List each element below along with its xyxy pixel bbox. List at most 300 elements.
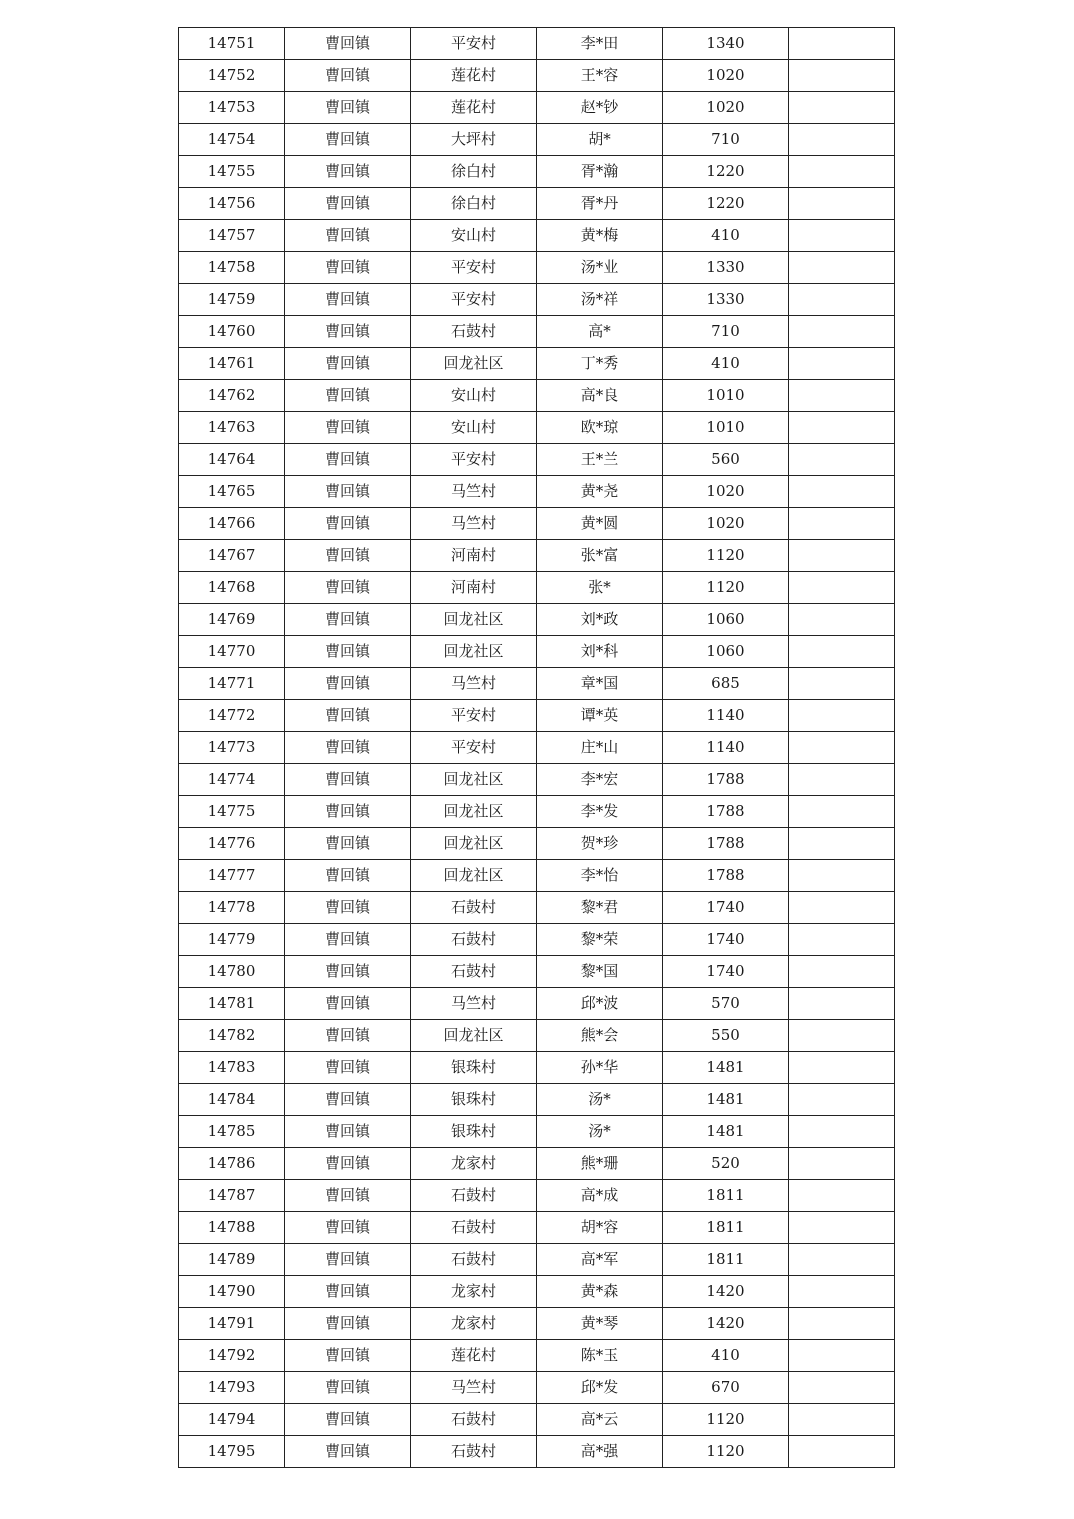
town-cell: 曹回镇 [285,1244,411,1276]
village-cell: 石鼓村 [411,1404,537,1436]
table-row [179,412,895,444]
name-cell: 汤*祥 [537,284,663,316]
note-cell [789,156,895,188]
amount-cell: 1788 [663,796,789,828]
serial-number-cell: 14782 [179,1020,285,1052]
note-cell [789,1020,895,1052]
note-cell [789,668,895,700]
village-cell: 安山村 [411,412,537,444]
note-cell [789,988,895,1020]
name-cell: 高*成 [537,1180,663,1212]
amount-cell: 1220 [663,188,789,220]
village-cell: 石鼓村 [411,892,537,924]
table-row [179,1436,895,1468]
table-row [179,124,895,156]
table-row [179,604,895,636]
town-cell: 曹回镇 [285,1308,411,1340]
village-cell: 莲花村 [411,1340,537,1372]
amount-cell: 1740 [663,956,789,988]
note-cell [789,732,895,764]
amount-cell: 1120 [663,572,789,604]
serial-number-cell: 14759 [179,284,285,316]
village-cell: 银珠村 [411,1084,537,1116]
town-cell: 曹回镇 [285,380,411,412]
note-cell [789,1084,895,1116]
table-row [179,1084,895,1116]
village-cell: 龙家村 [411,1276,537,1308]
note-cell [789,1244,895,1276]
serial-number-cell: 14752 [179,60,285,92]
note-cell [789,924,895,956]
name-cell: 王*容 [537,60,663,92]
village-cell: 马竺村 [411,1372,537,1404]
amount-cell: 1330 [663,252,789,284]
table-row [179,1052,895,1084]
town-cell: 曹回镇 [285,1020,411,1052]
village-cell: 银珠村 [411,1052,537,1084]
town-cell: 曹回镇 [285,956,411,988]
amount-cell: 570 [663,988,789,1020]
serial-number-cell: 14778 [179,892,285,924]
serial-number-cell: 14776 [179,828,285,860]
amount-cell: 1010 [663,380,789,412]
table-row [179,476,895,508]
name-cell: 胥*丹 [537,188,663,220]
serial-number-cell: 14788 [179,1212,285,1244]
table-row [179,1244,895,1276]
town-cell: 曹回镇 [285,1212,411,1244]
amount-cell: 1811 [663,1212,789,1244]
table-row [179,156,895,188]
table-row [179,988,895,1020]
note-cell [789,1436,895,1468]
village-cell: 回龙社区 [411,764,537,796]
town-cell: 曹回镇 [285,412,411,444]
note-cell [789,892,895,924]
serial-number-cell: 14775 [179,796,285,828]
town-cell: 曹回镇 [285,732,411,764]
name-cell: 熊*会 [537,1020,663,1052]
amount-cell: 1020 [663,476,789,508]
serial-number-cell: 14757 [179,220,285,252]
serial-number-cell: 14780 [179,956,285,988]
village-cell: 大坪村 [411,124,537,156]
village-cell: 徐白村 [411,188,537,220]
town-cell: 曹回镇 [285,1436,411,1468]
amount-cell: 1481 [663,1084,789,1116]
village-cell: 石鼓村 [411,1244,537,1276]
amount-cell: 1788 [663,860,789,892]
village-cell: 回龙社区 [411,348,537,380]
roster-table-body [179,28,895,1468]
table-row [179,924,895,956]
name-cell: 孙*华 [537,1052,663,1084]
name-cell: 黄*圆 [537,508,663,540]
note-cell [789,28,895,60]
serial-number-cell: 14756 [179,188,285,220]
serial-number-cell: 14781 [179,988,285,1020]
name-cell: 赵*钞 [537,92,663,124]
note-cell [789,252,895,284]
name-cell: 张* [537,572,663,604]
serial-number-cell: 14792 [179,1340,285,1372]
table-row [179,220,895,252]
town-cell: 曹回镇 [285,892,411,924]
serial-number-cell: 14791 [179,1308,285,1340]
amount-cell: 1020 [663,60,789,92]
amount-cell: 1481 [663,1052,789,1084]
serial-number-cell: 14760 [179,316,285,348]
note-cell [789,380,895,412]
note-cell [789,1308,895,1340]
note-cell [789,700,895,732]
amount-cell: 1811 [663,1180,789,1212]
note-cell [789,1276,895,1308]
town-cell: 曹回镇 [285,92,411,124]
amount-cell: 1220 [663,156,789,188]
name-cell: 陈*玉 [537,1340,663,1372]
table-row [179,1020,895,1052]
note-cell [789,508,895,540]
village-cell: 回龙社区 [411,860,537,892]
table-row [179,1180,895,1212]
name-cell: 胡*容 [537,1212,663,1244]
name-cell: 黄*琴 [537,1308,663,1340]
town-cell: 曹回镇 [285,572,411,604]
town-cell: 曹回镇 [285,1404,411,1436]
town-cell: 曹回镇 [285,476,411,508]
serial-number-cell: 14767 [179,540,285,572]
amount-cell: 1010 [663,412,789,444]
town-cell: 曹回镇 [285,988,411,1020]
name-cell: 李*怡 [537,860,663,892]
name-cell: 黄*尧 [537,476,663,508]
town-cell: 曹回镇 [285,924,411,956]
name-cell: 高* [537,316,663,348]
amount-cell: 710 [663,124,789,156]
table-row [179,60,895,92]
serial-number-cell: 14783 [179,1052,285,1084]
amount-cell: 1330 [663,284,789,316]
serial-number-cell: 14765 [179,476,285,508]
amount-cell: 1788 [663,764,789,796]
name-cell: 欧*琼 [537,412,663,444]
name-cell: 黎*君 [537,892,663,924]
village-cell: 平安村 [411,732,537,764]
table-row [179,572,895,604]
town-cell: 曹回镇 [285,508,411,540]
name-cell: 李*发 [537,796,663,828]
name-cell: 高*强 [537,1436,663,1468]
serial-number-cell: 14761 [179,348,285,380]
town-cell: 曹回镇 [285,252,411,284]
serial-number-cell: 14777 [179,860,285,892]
town-cell: 曹回镇 [285,540,411,572]
town-cell: 曹回镇 [285,220,411,252]
note-cell [789,1180,895,1212]
name-cell: 黎*国 [537,956,663,988]
town-cell: 曹回镇 [285,316,411,348]
name-cell: 黄*森 [537,1276,663,1308]
town-cell: 曹回镇 [285,700,411,732]
serial-number-cell: 14754 [179,124,285,156]
village-cell: 马竺村 [411,476,537,508]
amount-cell: 1740 [663,892,789,924]
village-cell: 回龙社区 [411,636,537,668]
roster-table [178,27,895,1468]
serial-number-cell: 14751 [179,28,285,60]
town-cell: 曹回镇 [285,764,411,796]
table-row [179,860,895,892]
table-row [179,700,895,732]
amount-cell: 410 [663,220,789,252]
note-cell [789,60,895,92]
serial-number-cell: 14773 [179,732,285,764]
amount-cell: 550 [663,1020,789,1052]
village-cell: 安山村 [411,380,537,412]
amount-cell: 1811 [663,1244,789,1276]
table-row [179,380,895,412]
name-cell: 王*兰 [537,444,663,476]
amount-cell: 1420 [663,1276,789,1308]
amount-cell: 1481 [663,1116,789,1148]
table-row [179,1308,895,1340]
amount-cell: 1060 [663,604,789,636]
name-cell: 高*云 [537,1404,663,1436]
amount-cell: 670 [663,1372,789,1404]
village-cell: 马竺村 [411,508,537,540]
table-row [179,828,895,860]
village-cell: 徐白村 [411,156,537,188]
note-cell [789,124,895,156]
village-cell: 石鼓村 [411,924,537,956]
village-cell: 石鼓村 [411,956,537,988]
serial-number-cell: 14789 [179,1244,285,1276]
table-row [179,956,895,988]
table-row [179,1276,895,1308]
note-cell [789,1052,895,1084]
note-cell [789,348,895,380]
village-cell: 河南村 [411,540,537,572]
note-cell [789,92,895,124]
village-cell: 龙家村 [411,1148,537,1180]
note-cell [789,796,895,828]
village-cell: 河南村 [411,572,537,604]
serial-number-cell: 14784 [179,1084,285,1116]
serial-number-cell: 14753 [179,92,285,124]
serial-number-cell: 14787 [179,1180,285,1212]
name-cell: 张*富 [537,540,663,572]
village-cell: 回龙社区 [411,604,537,636]
table-row [179,284,895,316]
serial-number-cell: 14772 [179,700,285,732]
table-row [179,1372,895,1404]
town-cell: 曹回镇 [285,604,411,636]
note-cell [789,444,895,476]
table-row [179,1116,895,1148]
name-cell: 谭*英 [537,700,663,732]
serial-number-cell: 14755 [179,156,285,188]
town-cell: 曹回镇 [285,124,411,156]
name-cell: 胥*瀚 [537,156,663,188]
name-cell: 刘*政 [537,604,663,636]
amount-cell: 1420 [663,1308,789,1340]
amount-cell: 1140 [663,700,789,732]
name-cell: 邱*发 [537,1372,663,1404]
note-cell [789,1372,895,1404]
town-cell: 曹回镇 [285,28,411,60]
table-row [179,892,895,924]
village-cell: 马竺村 [411,988,537,1020]
village-cell: 石鼓村 [411,1180,537,1212]
amount-cell: 1740 [663,924,789,956]
village-cell: 莲花村 [411,60,537,92]
village-cell: 龙家村 [411,1308,537,1340]
serial-number-cell: 14774 [179,764,285,796]
serial-number-cell: 14786 [179,1148,285,1180]
note-cell [789,1404,895,1436]
amount-cell: 1020 [663,508,789,540]
amount-cell: 1020 [663,92,789,124]
note-cell [789,220,895,252]
serial-number-cell: 14764 [179,444,285,476]
serial-number-cell: 14793 [179,1372,285,1404]
note-cell [789,1340,895,1372]
amount-cell: 520 [663,1148,789,1180]
village-cell: 石鼓村 [411,1212,537,1244]
serial-number-cell: 14770 [179,636,285,668]
amount-cell: 410 [663,1340,789,1372]
table-row [179,1212,895,1244]
name-cell: 刘*科 [537,636,663,668]
amount-cell: 1140 [663,732,789,764]
amount-cell: 1120 [663,1404,789,1436]
name-cell: 胡* [537,124,663,156]
name-cell: 熊*珊 [537,1148,663,1180]
table-row [179,348,895,380]
table-row [179,732,895,764]
note-cell [789,412,895,444]
town-cell: 曹回镇 [285,860,411,892]
table-row [179,92,895,124]
serial-number-cell: 14779 [179,924,285,956]
note-cell [789,860,895,892]
village-cell: 石鼓村 [411,1436,537,1468]
town-cell: 曹回镇 [285,1148,411,1180]
table-row [179,1148,895,1180]
amount-cell: 1788 [663,828,789,860]
name-cell: 李*宏 [537,764,663,796]
note-cell [789,540,895,572]
village-cell: 平安村 [411,444,537,476]
town-cell: 曹回镇 [285,796,411,828]
table-row [179,188,895,220]
town-cell: 曹回镇 [285,1084,411,1116]
note-cell [789,1212,895,1244]
note-cell [789,1116,895,1148]
village-cell: 银珠村 [411,1116,537,1148]
village-cell: 回龙社区 [411,1020,537,1052]
village-cell: 回龙社区 [411,796,537,828]
note-cell [789,572,895,604]
serial-number-cell: 14758 [179,252,285,284]
name-cell: 高*良 [537,380,663,412]
name-cell: 汤* [537,1084,663,1116]
amount-cell: 1120 [663,540,789,572]
table-row [179,1340,895,1372]
table-row [179,444,895,476]
village-cell: 石鼓村 [411,316,537,348]
village-cell: 平安村 [411,252,537,284]
table-row [179,796,895,828]
town-cell: 曹回镇 [285,156,411,188]
amount-cell: 710 [663,316,789,348]
note-cell [789,636,895,668]
town-cell: 曹回镇 [285,1340,411,1372]
town-cell: 曹回镇 [285,60,411,92]
name-cell: 丁*秀 [537,348,663,380]
amount-cell: 560 [663,444,789,476]
note-cell [789,1148,895,1180]
name-cell: 邱*波 [537,988,663,1020]
note-cell [789,316,895,348]
village-cell: 马竺村 [411,668,537,700]
village-cell: 平安村 [411,284,537,316]
town-cell: 曹回镇 [285,828,411,860]
town-cell: 曹回镇 [285,1052,411,1084]
note-cell [789,476,895,508]
table-row [179,252,895,284]
name-cell: 汤* [537,1116,663,1148]
table-row [179,636,895,668]
name-cell: 汤*业 [537,252,663,284]
table-row [179,540,895,572]
serial-number-cell: 14794 [179,1404,285,1436]
note-cell [789,764,895,796]
name-cell: 章*国 [537,668,663,700]
amount-cell: 1060 [663,636,789,668]
serial-number-cell: 14790 [179,1276,285,1308]
table-row [179,764,895,796]
town-cell: 曹回镇 [285,1180,411,1212]
serial-number-cell: 14762 [179,380,285,412]
name-cell: 庄*山 [537,732,663,764]
table-row [179,668,895,700]
name-cell: 黄*梅 [537,220,663,252]
serial-number-cell: 14795 [179,1436,285,1468]
note-cell [789,828,895,860]
table-row [179,316,895,348]
name-cell: 高*军 [537,1244,663,1276]
amount-cell: 410 [663,348,789,380]
serial-number-cell: 14785 [179,1116,285,1148]
town-cell: 曹回镇 [285,668,411,700]
town-cell: 曹回镇 [285,1372,411,1404]
serial-number-cell: 14763 [179,412,285,444]
serial-number-cell: 14771 [179,668,285,700]
serial-number-cell: 14769 [179,604,285,636]
name-cell: 黎*荣 [537,924,663,956]
town-cell: 曹回镇 [285,1116,411,1148]
village-cell: 安山村 [411,220,537,252]
table-row [179,28,895,60]
table-row [179,508,895,540]
town-cell: 曹回镇 [285,636,411,668]
village-cell: 平安村 [411,700,537,732]
town-cell: 曹回镇 [285,348,411,380]
note-cell [789,604,895,636]
note-cell [789,188,895,220]
